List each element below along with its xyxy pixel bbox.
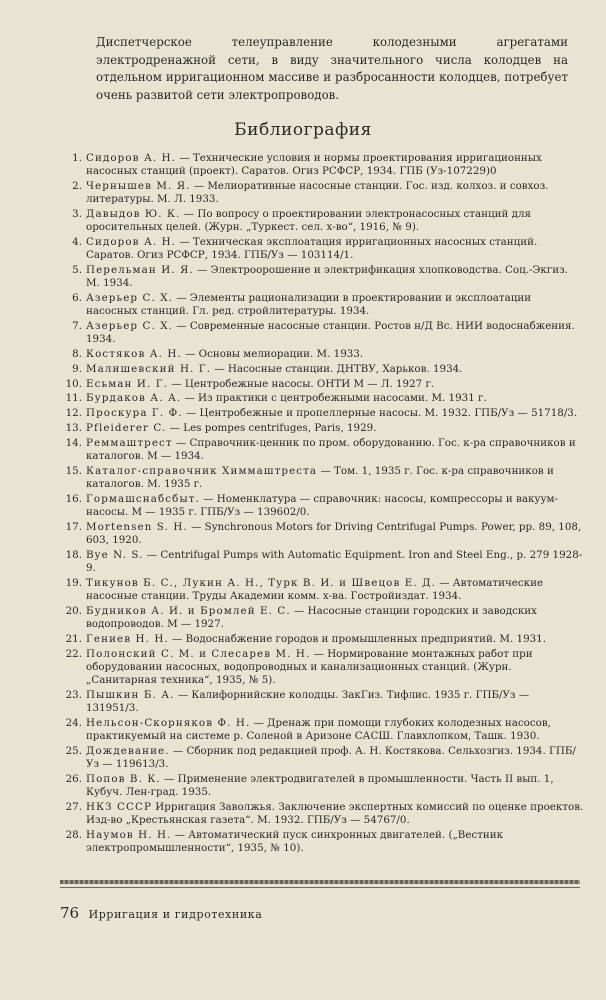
bibliography-entry (60, 348, 584, 361)
entry-number: 8. (72, 348, 82, 360)
page-number: 76 (60, 904, 80, 922)
entry-text: — Synchronous Motors for Driving Centrifugal Pumps. Power, pp. 89, 108, 603, 1920. (86, 520, 582, 546)
entry-author: Сидоров А. Н. (86, 152, 177, 164)
entry-author: Малишевский Н. Г. (86, 362, 212, 375)
entry-number: 4. (72, 236, 82, 248)
entry-text: — Техническая эксплоатация ирригационных насосных станций. Саратов. Огиз РСФСР, 1934. ГПБ/Уз — 103114/1. (86, 236, 538, 262)
bibliography-entry (60, 605, 584, 631)
bibliography-entry (60, 773, 584, 799)
bibliography-entry (60, 648, 584, 688)
entry-text: — Справочник-ценник по пром. оборудованию. Гос. к-ра справочников и каталогов. М — 1934. (86, 436, 576, 462)
entry-text: Ирригация Заволжья. Заключение экспертных комиссий по оценке проектов. Изд-во „Крестьянская газета“. М. 1932. ГПБ/Уз — 54767/0. (86, 800, 584, 826)
bibliography-entry (60, 320, 584, 346)
entry-text: — Из практики с центробежными насосами. М. 1931 г. (181, 392, 487, 405)
entry-number: 15. (65, 464, 82, 477)
entry-text: — Автоматический пуск синхронных двигателей. („Вестник электропромышленности“, 1935, № 10). (86, 828, 504, 854)
bibliography-entry (60, 392, 584, 405)
bibliography-entry (60, 422, 584, 435)
bibliography-entry (60, 745, 584, 771)
bibliography-heading: Библиография (234, 120, 372, 140)
entry-author: Есьман И. Г. (86, 377, 168, 390)
entry-number: 2. (72, 180, 82, 192)
entry-text: — Элементы рационализации в проектировании и эксплоатации насосных станций. Гл. ред. стройлитературы. 1934. (86, 292, 532, 318)
entry-author: Mortensen S. H. (86, 520, 188, 533)
bibliography-entry (60, 363, 584, 376)
intro-paragraph (96, 34, 568, 104)
entry-author: Давыдов Ю. К. (86, 208, 181, 220)
entry-text: — Технические условия и нормы проектирования ирригационных насосных станций (проект). Саратов. Огиз РСФСР, 1934. ГПБ (Уз-107229)0 (86, 152, 542, 178)
entry-author: Бурдаков А. А. (86, 392, 182, 405)
entry-text: — По вопросу о проектировании электронасосных станций для оросительных целей. (Журн. „Туркест. сел. х-во“, 1916, № 9). (86, 208, 532, 234)
intro-text: Диспетчерское телеуправление колодезными агрегатами электродренажной сети, в виду значительного числа колодцев на отдельном ирригационном массиве и разбросанности колодцев, потребует очень развитой сети электропроводов. (96, 35, 568, 102)
entry-author: Bye N. S. (86, 548, 144, 561)
entry-number: 9. (72, 362, 82, 375)
entry-author: Дождевание. (86, 744, 170, 757)
entry-text: — Дренаж при помощи глубоких колодезных насосов, практикуемый на системе р. Соленой в Аризоне САСШ. Главхлопком, Ташк. 1930. (86, 716, 551, 742)
bibliography-entry (60, 521, 584, 547)
entry-number: 3. (72, 208, 82, 220)
entry-author: Реммаштрест (86, 436, 173, 449)
bibliography-entry (60, 180, 584, 206)
entry-text: — Основы мелиорации. М. 1933. (181, 348, 364, 360)
entry-author: Азерьер С. Х. (86, 292, 173, 304)
entry-text: — Мелиоративные насосные станции. Гос. изд. колхоз. и совхоз. литературы. М. Л. 1933. (86, 180, 549, 206)
footer-rule (60, 880, 580, 884)
bibliography-list (60, 152, 584, 857)
entry-number: 19. (65, 576, 82, 589)
footer-rule-thin (60, 887, 580, 888)
bibliography-entry (60, 378, 584, 391)
bibliography-entry (60, 717, 584, 743)
bibliography-entry (60, 577, 584, 603)
entry-author: Полонский С. М. и Слесарев М. Н. (86, 647, 311, 660)
entry-text: — Сборник под редакцией проф. А. Н. Костякова. Сельхозгиз. 1934. ГПБ/Уз — 119613/3. (86, 744, 576, 770)
entry-number: 5. (72, 264, 82, 276)
entry-author: Будников А. И. и Бромлей Е. С. (86, 604, 291, 617)
entry-author: Чернышев М. Я. (86, 180, 191, 192)
entry-number: 18. (65, 548, 82, 561)
entry-number: 24. (65, 716, 82, 729)
entry-text: — Современные насосные станции. Ростов н/Д Вс. НИИ водоснабжения. 1934. (86, 320, 575, 346)
entry-number: 17. (65, 520, 82, 533)
entry-text: — Центробежные насосы. ОНТИ М — Л. 1927 г. (168, 377, 435, 390)
bibliography-entry (60, 152, 584, 178)
entry-number: 21. (65, 632, 82, 645)
bibliography-entry (60, 264, 584, 290)
entry-author: Перельман И. Я. (86, 264, 194, 276)
bibliography-entry (60, 493, 584, 519)
bibliography-entry (60, 689, 584, 715)
bibliography-entry (60, 465, 584, 491)
bibliography-entry (60, 437, 584, 463)
bibliography-entry (60, 633, 584, 646)
entry-text: — Автоматические насосные станции. Труды Академии комм. х-ва. Гостройиздат. 1934. (86, 576, 544, 602)
entry-number: 20. (65, 604, 82, 617)
entry-number: 26. (65, 772, 82, 785)
entry-text: — Насосные станции городских и заводских водопроводов. М — 1927. (86, 604, 537, 630)
entry-author: Проскура Г. Ф. (86, 407, 183, 420)
entry-text: — Нормирование монтажных работ при оборудовании насосных, водопроводных и канализационных станций. (Журн. „Санитарная техника“, 1935, № 5). (86, 647, 533, 686)
entry-text: — Том. 1, 1935 г. Гос. к-ра справочников и каталогов. М. 1935 г. (86, 464, 554, 490)
bibliography-entry (60, 407, 584, 420)
entry-author: Гормашснабсбыт. (86, 492, 200, 505)
bibliography-entry (60, 292, 584, 318)
entry-number: 14. (65, 436, 82, 449)
bibliography-entry (60, 236, 584, 262)
entry-text: — Водоснабжение городов и промышленных предприятий. М. 1931. (168, 632, 546, 645)
entry-author: Пышкин Б. А. (86, 688, 175, 701)
entry-author: Азерьер С. Х. (86, 320, 173, 332)
entry-number: 25. (65, 744, 82, 757)
page-footer (60, 904, 262, 922)
entry-text: — Centrifugal Pumps with Automatic Equipment. Iron and Steel Eng., p. 279 1928-9. (86, 548, 583, 574)
bibliography-entry (60, 208, 584, 234)
bibliography-entry (60, 829, 584, 855)
bibliography-entry (60, 549, 584, 575)
entry-author: Тикунов Б. С., Лукин А. Н., Турк В. И. и Швецов Е. Д. (86, 576, 436, 589)
entry-number: 10. (65, 377, 82, 390)
entry-number: 6. (72, 292, 82, 304)
entry-text: — Применение электродвигателей в промышленности. Часть II вып. 1, Кубуч. Лен-град. 1935. (86, 772, 554, 798)
entry-number: 28. (65, 828, 82, 841)
entry-number: 1. (72, 152, 82, 164)
entry-author: Гениев Н. Н. (86, 632, 169, 645)
entry-number: 7. (72, 320, 82, 332)
entry-number: 23. (65, 688, 82, 701)
entry-author: Попов В. К. (86, 772, 161, 785)
entry-number: 11. (65, 392, 82, 405)
entry-author: Pfleiderer C. (86, 421, 167, 434)
entry-author: Сидоров А. Н. (86, 236, 177, 248)
entry-text: — Электроорошение и электрификация хлопководства. Соц.-Экгиз. М. 1934. (86, 264, 568, 290)
entry-text: — Насосные станции. ДНТВУ, Харьков. 1934. (211, 362, 463, 375)
entry-number: 22. (65, 647, 82, 660)
entry-number: 13. (65, 421, 82, 434)
journal-title: Ирригация и гидротехника (88, 908, 263, 921)
entry-author: Наумов Н. Н. (86, 828, 172, 841)
entry-number: 16. (65, 492, 82, 505)
entry-number: 27. (65, 800, 82, 813)
bibliography-entry (60, 801, 584, 827)
entry-number: 12. (65, 407, 82, 420)
entry-text: — Номенклатура — справочник: насосы, компрессоры и вакуум-насосы. М — 1935 г. ГПБ/Уз — 139602/0. (86, 492, 559, 518)
entry-text: — Калифорнийские колодцы. ЗакГиз. Тифлис. 1935 г. ГПБ/Уз — 131951/3. (86, 688, 530, 714)
entry-author: Костяков А. Н. (86, 348, 182, 360)
entry-author: Нельсон-Скорняков Ф. Н. (86, 716, 251, 729)
entry-text: — Центробежные и пропеллерные насосы. М. 1932. ГПБ/Уз — 51718/3. (182, 407, 578, 420)
entry-text: — Les pompes centrifuges, Paris, 1929. (166, 421, 377, 434)
entry-author: Каталог-справочник Химмаштреста (86, 464, 318, 477)
entry-author: НКЗ СССР (86, 800, 153, 813)
